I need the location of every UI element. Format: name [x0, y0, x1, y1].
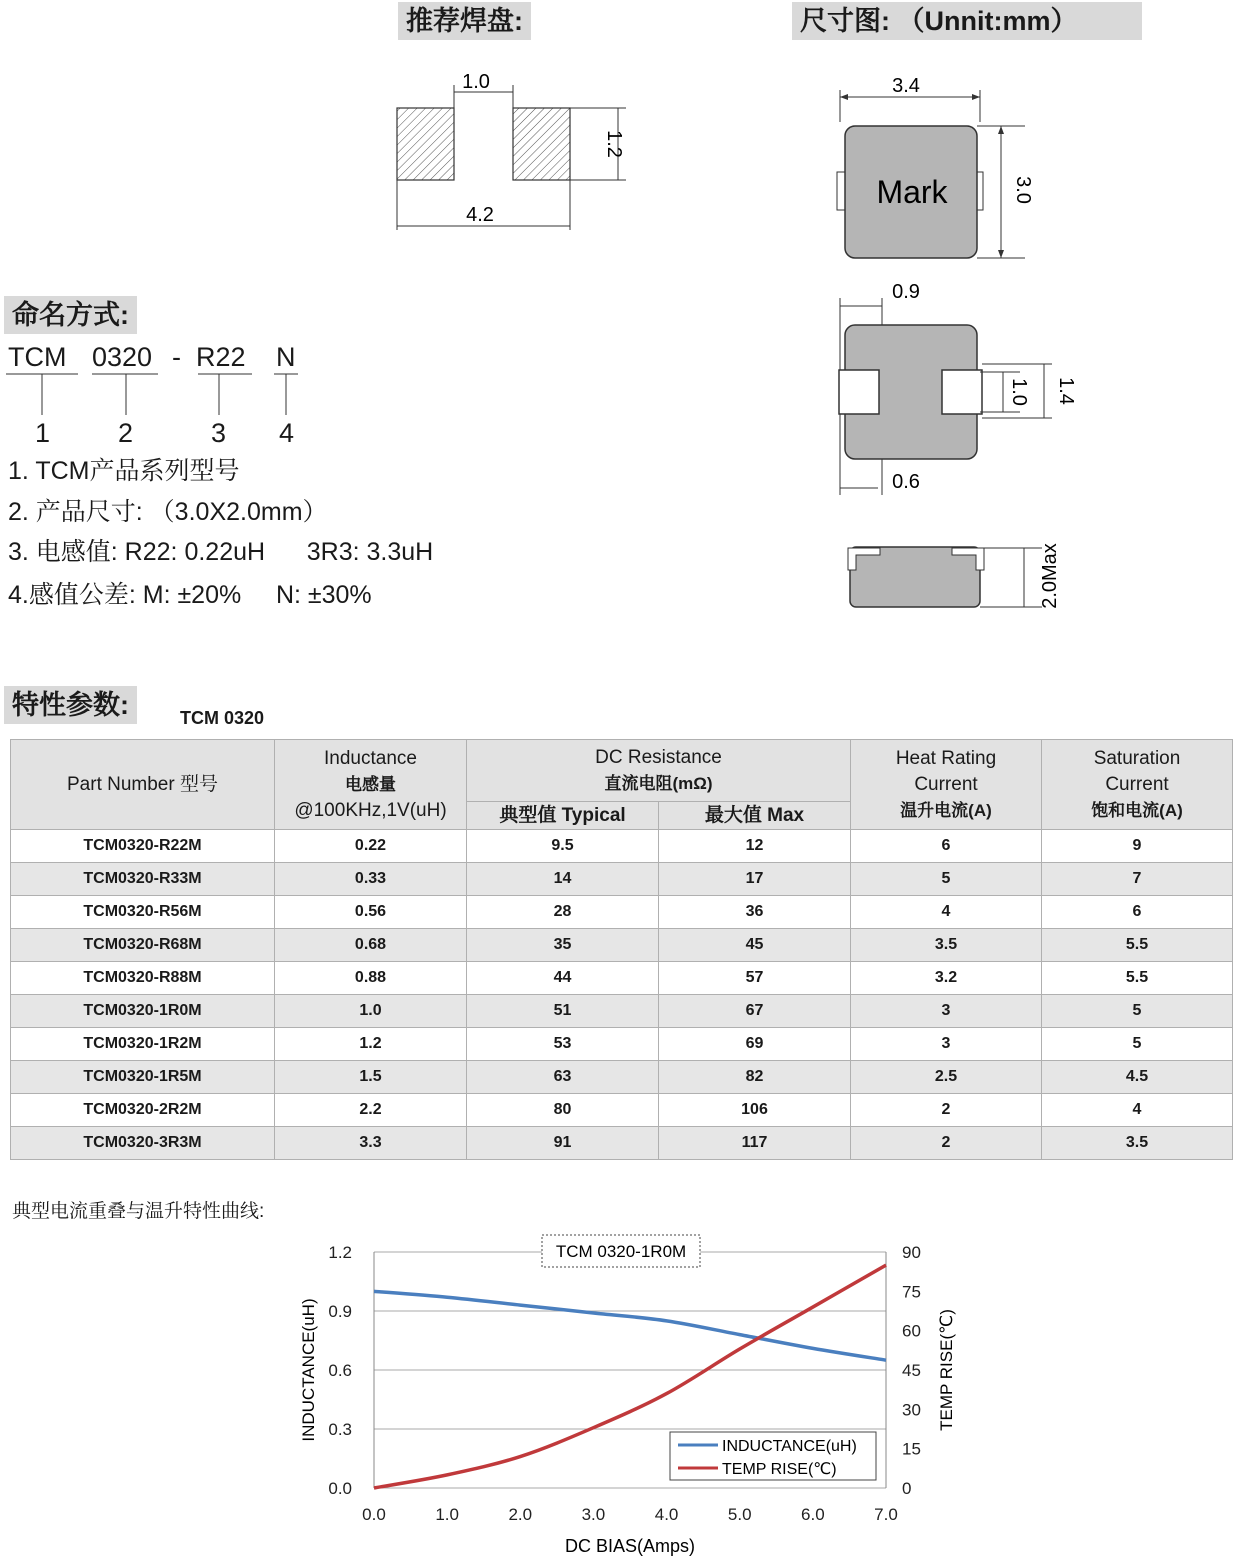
cell-dcr-max: 69: [659, 1028, 851, 1061]
table-row: [11, 1094, 1233, 1127]
cell-inductance: 2.2: [275, 1094, 467, 1127]
cell-inductance: 0.22: [275, 830, 467, 863]
y-tick-label: 1.2: [328, 1243, 352, 1262]
cell-part-number: TCM0320-1R5M: [11, 1061, 275, 1094]
y2-tick-label: 0: [902, 1479, 912, 1498]
bias-chart: [290, 1232, 956, 1560]
series-line-0: [374, 1291, 886, 1360]
naming-line-4: 4.感值公差: M: ±20% N: ±30%: [8, 581, 372, 609]
size-09-dim: 0.9: [892, 281, 920, 303]
size-length-dim: 3.4: [892, 75, 920, 97]
x-tick-label: 6.0: [801, 1505, 825, 1524]
cell-dcr-typical: 80: [467, 1094, 659, 1127]
x-tick-label: 7.0: [874, 1505, 898, 1524]
pad-section-title: 推荐焊盘:: [398, 2, 531, 40]
x-tick-label: 1.0: [435, 1505, 459, 1524]
cell-inductance: 0.88: [275, 962, 467, 995]
cell-part-number: TCM0320-R56M: [11, 896, 275, 929]
naming-part-prefix: TCM: [8, 342, 67, 372]
left-terminal: [839, 370, 879, 414]
naming-part-size: 0320: [92, 342, 153, 372]
table-row: [11, 1127, 1233, 1160]
cell-heat-current: 3: [851, 1028, 1042, 1061]
cell-inductance: 3.3: [275, 1127, 467, 1160]
header-dc-resistance: DC Resistance 直流电阻(mΩ): [467, 740, 851, 802]
table-row: [11, 863, 1233, 896]
cell-heat-current: 4: [851, 896, 1042, 929]
header-dcr-typical: 典型值 Typical: [467, 802, 659, 830]
cell-dcr-typical: 91: [467, 1127, 659, 1160]
cell-dcr-typical: 35: [467, 929, 659, 962]
cell-part-number: TCM0320-1R0M: [11, 995, 275, 1028]
cell-dcr-max: 45: [659, 929, 851, 962]
table-row: [11, 1061, 1233, 1094]
table-row: [11, 896, 1233, 929]
cell-heat-current: 5: [851, 863, 1042, 896]
y-tick-label: 0.6: [328, 1361, 352, 1380]
x-tick-label: 4.0: [654, 1505, 679, 1524]
model-label: TCM 0320: [180, 708, 265, 728]
cell-part-number: TCM0320-R22M: [11, 830, 275, 863]
naming-index-2: 2: [118, 418, 134, 448]
y2-tick-label: 60: [902, 1321, 921, 1341]
right-pad: [513, 108, 570, 180]
cell-dcr-max: 117: [659, 1127, 851, 1160]
cell-sat-current: 6: [1042, 896, 1233, 929]
legend-label: INDUCTANCE(uH): [722, 1438, 857, 1455]
header-part-number: Part Number 型号: [11, 740, 275, 830]
cell-dcr-typical: 14: [467, 863, 659, 896]
header-dcr-max: 最大值 Max: [659, 802, 851, 830]
naming-line-2: 2. 产品尺寸: （3.0X2.0mm）: [8, 498, 328, 526]
x-tick-label: 2.0: [508, 1505, 533, 1524]
cell-dcr-typical: 63: [467, 1061, 659, 1094]
table-row: [11, 929, 1233, 962]
cell-heat-current: 6: [851, 830, 1042, 863]
y-tick-label: 0.9: [328, 1302, 352, 1321]
cell-heat-current: 3: [851, 995, 1042, 1028]
side-view-body: [850, 547, 980, 607]
cell-dcr-max: 57: [659, 962, 851, 995]
cell-heat-current: 2: [851, 1127, 1042, 1160]
cell-sat-current: 5: [1042, 1028, 1233, 1061]
size-section-title: 尺寸图: （Unnit:mm）: [792, 2, 1142, 40]
table-row: [11, 995, 1233, 1028]
naming-index-4: 4: [279, 418, 295, 448]
cell-dcr-typical: 51: [467, 995, 659, 1028]
cell-sat-current: 7: [1042, 863, 1233, 896]
naming-line-1: 1. TCM产品系列型号: [8, 457, 240, 485]
cell-dcr-max: 12: [659, 830, 851, 863]
cell-inductance: 1.2: [275, 1028, 467, 1061]
cell-part-number: TCM0320-R33M: [11, 863, 275, 896]
cell-sat-current: 5.5: [1042, 929, 1233, 962]
pad-width-dim: 4.2: [466, 204, 494, 226]
y-tick-label: 0.0: [328, 1479, 352, 1498]
cell-inductance: 0.33: [275, 863, 467, 896]
cell-sat-current: 5.5: [1042, 962, 1233, 995]
x-tick-label: 3.0: [581, 1505, 606, 1524]
cell-part-number: TCM0320-1R2M: [11, 1028, 275, 1061]
cell-sat-current: 9: [1042, 830, 1233, 863]
pad-drawing: [380, 60, 640, 240]
cell-heat-current: 2.5: [851, 1061, 1042, 1094]
legend-label: TEMP RISE(℃): [722, 1461, 837, 1478]
cell-dcr-max: 67: [659, 995, 851, 1028]
y-tick-label: 0.3: [328, 1420, 352, 1439]
size-10-dim: 1.0: [1008, 378, 1030, 406]
cell-dcr-typical: 53: [467, 1028, 659, 1061]
header-saturation: Saturation Current 饱和电流(A): [1042, 740, 1233, 830]
naming-part-tolerance: N: [276, 342, 296, 372]
cell-inductance: 0.68: [275, 929, 467, 962]
naming-index-1: 1: [35, 418, 51, 448]
cell-heat-current: 2: [851, 1094, 1042, 1127]
header-heat-rating: Heat Rating Current 温升电流(A): [851, 740, 1042, 830]
y2-tick-label: 45: [902, 1361, 921, 1380]
pad-height-dim: 1.2: [603, 130, 625, 158]
table-row: [11, 1028, 1233, 1061]
cell-dcr-max: 36: [659, 896, 851, 929]
cell-part-number: TCM0320-R68M: [11, 929, 275, 962]
y2-axis-label: TEMP RISE(℃): [937, 1309, 956, 1431]
y2-tick-label: 15: [902, 1439, 921, 1459]
y2-tick-label: 30: [902, 1400, 921, 1420]
size-06-dim: 0.6: [892, 471, 920, 493]
header-inductance: Inductance 电感量 @100KHz,1V(uH): [275, 740, 467, 830]
right-terminal: [942, 370, 982, 414]
y-axis-label: INDUCTANCE(uH): [299, 1298, 318, 1442]
size-14-dim: 1.4: [1055, 377, 1077, 405]
size-height-dim: 2.0Max: [1039, 543, 1061, 609]
cell-part-number: TCM0320-3R3M: [11, 1127, 275, 1160]
naming-section-title: 命名方式:: [4, 296, 137, 334]
table-row: [11, 962, 1233, 995]
mark-label: Mark: [876, 174, 948, 210]
cell-dcr-max: 106: [659, 1094, 851, 1127]
cell-heat-current: 3.2: [851, 962, 1042, 995]
pad-gap-dim: 1.0: [462, 71, 490, 93]
cell-dcr-typical: 44: [467, 962, 659, 995]
characteristics-section-title: 特性参数:: [4, 686, 137, 724]
dimension-drawing: [820, 60, 1080, 620]
cell-dcr-typical: 9.5: [467, 830, 659, 863]
cell-inductance: 1.5: [275, 1061, 467, 1094]
x-tick-label: 0.0: [362, 1505, 386, 1524]
spec-table: [10, 739, 1233, 1160]
size-width-dim: 3.0: [1012, 176, 1034, 204]
cell-sat-current: 5: [1042, 995, 1233, 1028]
x-axis-label: DC BIAS(Amps): [564, 1536, 696, 1556]
cell-sat-current: 3.5: [1042, 1127, 1233, 1160]
cell-dcr-max: 82: [659, 1061, 851, 1094]
cell-part-number: TCM0320-2R2M: [11, 1094, 275, 1127]
naming-part-dash: -: [172, 342, 181, 372]
y2-tick-label: 75: [902, 1282, 921, 1302]
cell-heat-current: 3.5: [851, 929, 1042, 962]
cell-dcr-typical: 28: [467, 896, 659, 929]
cell-sat-current: 4.5: [1042, 1061, 1233, 1094]
curve-title: 典型电流重叠与温升特性曲线:: [12, 1201, 265, 1222]
cell-dcr-max: 17: [659, 863, 851, 896]
naming-index-3: 3: [211, 418, 227, 448]
cell-sat-current: 4: [1042, 1094, 1233, 1127]
naming-leader-lines: [0, 370, 310, 420]
cell-inductance: 0.56: [275, 896, 467, 929]
table-row: [11, 830, 1233, 863]
cell-inductance: 1.0: [275, 995, 467, 1028]
cell-part-number: TCM0320-R88M: [11, 962, 275, 995]
left-pad: [397, 108, 454, 180]
naming-part-value: R22: [196, 342, 246, 372]
chart-title: TCM 0320-1R0M: [555, 1242, 687, 1261]
naming-line-3: 3. 电感值: R22: 0.22uH 3R3: 3.3uH: [8, 538, 434, 566]
x-tick-label: 5.0: [727, 1505, 752, 1524]
y2-tick-label: 90: [902, 1243, 921, 1262]
